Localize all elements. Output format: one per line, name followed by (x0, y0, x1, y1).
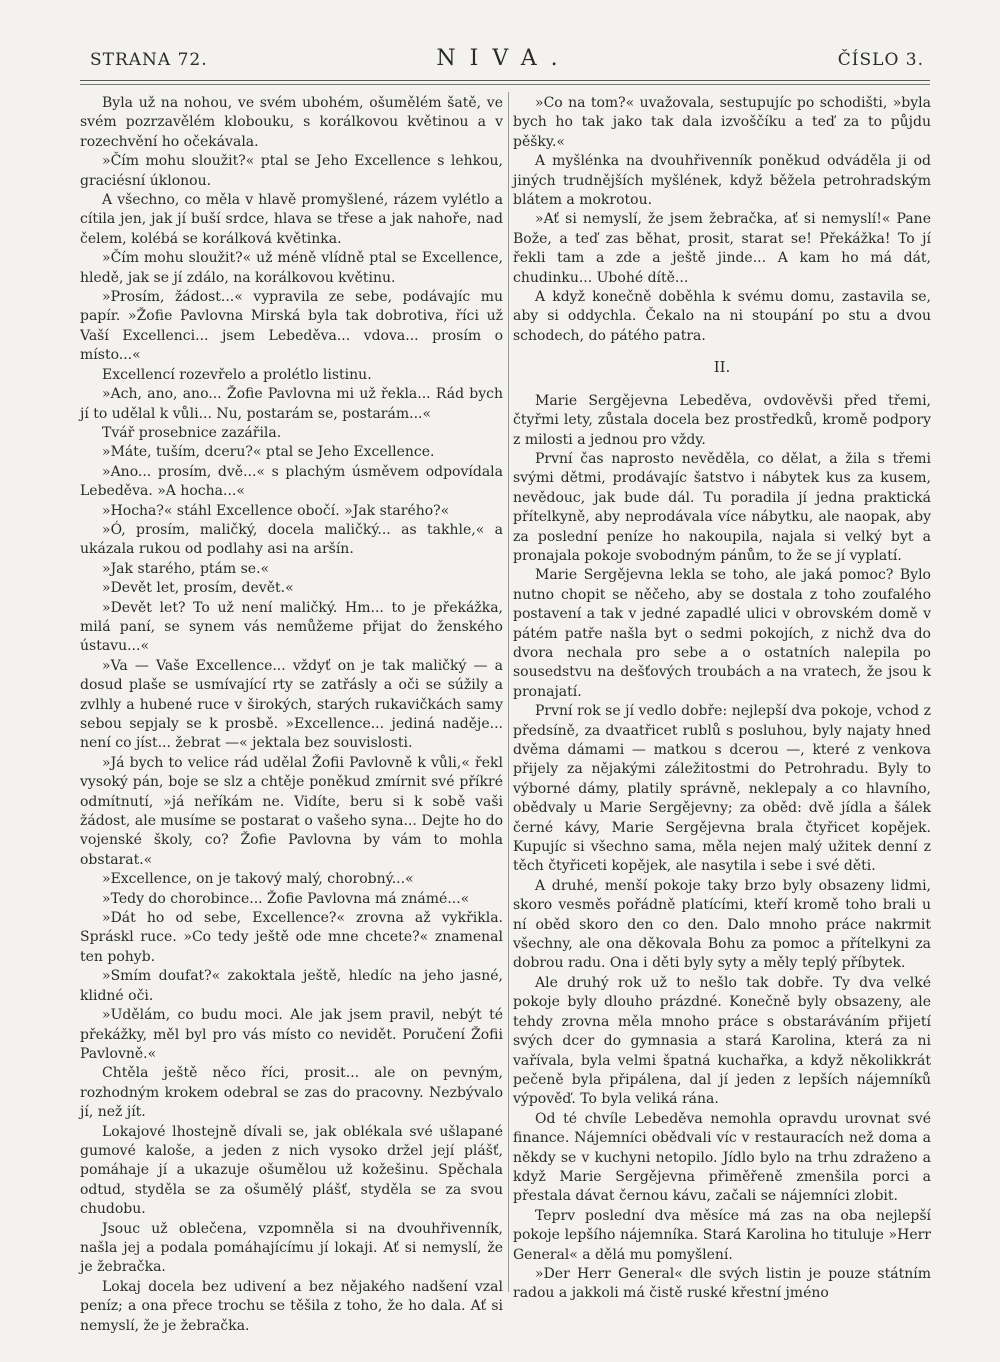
paragraph: »Excellence, on je takový malý, chorobný...« (102, 871, 414, 888)
paragraph: »Va — Vaše Excellence... vždyť on je tak maličký — a dosud plaše se usmívající rty se zatřásly a oči se súžily a zvlhly a hubené ruce v širokých, starých rukavičkách samy sebou sepjaly se k prosbě. »Excellence... jediná naděje... není co jíst... žebrat —« jektala bez souvislosti. (80, 657, 503, 752)
paragraph: Jsouc už oblečena, vzpomněla si na dvouhřivenník, našla jej a podala pomáhajícímu jí lokaji. Ať si nemyslí, že je žebračka. (80, 1220, 503, 1276)
paragraph: A když konečně doběhla k svému domu, zastavila se, aby si oddychla. Čekalo na ni stoupání po stu a dvou schodech, do pátého patra. (513, 289, 931, 344)
paragraph: »Jak starého, ptám se.« (102, 560, 270, 577)
paragraph: »Devět let? To už není maličký. Hm... to je překážka, milá paní, se synem vás nemůžeme přijat do ženského ústavu...« (80, 599, 503, 655)
paragraph: »Prosím, žádost...« vypravila ze sebe, podávajíc mu papír. »Žofie Pavlovna Mirská byla tak dobrotiva, říci už Vaší Excellenci... jsem Lebeděva... vdova... prosím o místo...« (80, 289, 503, 364)
paragraph: Byla už na nohou, ve svém ubohém, ošumělém šatě, ve svém pozrzavělém klobouku, s korálkovou květinou a v rozechvění ho očekávala. (80, 95, 503, 150)
paragraph: »Udělám, co budu moci. Ale jak jsem pravil, nebýt té překážky, měl byl pro vás místo co nevidět. Poručení Žofii Pavlovně.« (80, 1007, 503, 1062)
paragraph: »Ó, prosím, maličký, docela maličký... as takhle,« a ukázala rukou od podlahy asi na aršín. (80, 521, 503, 558)
paragraph: »Hocha?« stáhl Excellence obočí. »Jak starého?« (102, 502, 450, 519)
paragraph: »Ach, ano, ano... Žofie Pavlovna mi už řekla... Rád bych jí to udělal k vůli... Nu, postarám se, postarám...« (80, 386, 503, 422)
paragraph: »Devět let, prosím, devět.« (102, 580, 294, 597)
paragraph: »Ať si nemyslí, že jsem žebračka, ať si nemyslí!« Pane Bože, a teď zas běhat, prosit, starat se! Překážka! To jí řekli tam a zde a ještě jinde... A kam ho má dát, chudinku... Ubohé dítě... (513, 211, 931, 286)
publication-title: NIVA. (436, 46, 572, 71)
paragraph: »Dát ho od sebe, Excellence?« zrovna až vykřikla. Spráskl ruce. »Co tedy ještě ode mne chcete?« znamenal ten pohyb. (80, 910, 503, 965)
paragraph: Ale druhý rok už to nešlo tak dobře. Ty dva velké pokoje byly dlouho prázdné. Konečně byly obsazeny, ale tehdy zrovna měla mnoho práce s obstaráváním přijetí svých dcer do gymnasia a stará Karolina, která za ni vařívala, byla velmi špatná kuchařka, a když několikkrát pečeně byla připálena, dal jí jeden z lepších nájemníků výpověď. To byla veliká rána. (513, 974, 931, 1108)
issue-number: ČÍSLO 3. (837, 50, 924, 70)
paragraph: Chtěla ještě něco říci, prosit... ale on pevným, rozhodným krokem odebral se zas do pracovny. Nezbývalo jí, než jít. (80, 1065, 503, 1121)
paragraph: Marie Sergějevna lekla se toho, ale jaká pomoc? Bylo nutno chopit se něčeho, aby se dostala z toho zoufalého postavení a tak v jedné zapadlé ulici v obrovském domě v pátém patře našla byt o sedmi pokojích, z nichž dva do dvora nechala pro sebe a o ostatních nalepila po sousedstvu na dešťových troubách a na vratech, že jsou k pronajatí. (513, 567, 931, 700)
paragraph: A myšlénka na dvouhřivenník poněkud odváděla ji od jiných trudnějších myšlének, když běžela petrohradským blátem a mokrotou. (513, 153, 931, 209)
left-column (80, 94, 503, 1336)
header-rule (80, 80, 930, 81)
paragraph: »Já bych to velice rád udělal Žofii Pavlovně k vůli,« řekl vysoký pán, boje se slz a chtěje poněkud zmírnit své příkré odmítnutí, »já neříkám ne. Vidíte, beru si k sobě vaši žádost, ale musíme se postarat o vašeho syna... Dejte ho do vojenské školy, co? Žofie Pavlovna by vám to mohla obstarat.« (80, 754, 503, 868)
paragraph: »Ano... prosím, dvě...« s plachým úsměvem odpovídala Lebeděva. »A hocha...« (80, 463, 503, 500)
paragraph: A druhé, menší pokoje taky brzo byly obsazeny lidmi, skoro vesměs pořádně platícími, kteří kromě toho brali u ní oběd skoro den co den. Dalo mnoho práce nakrmit všechny, ale ona děkovala Bohu za pomoc a přítelkyni za dobrou radu. Ona i děti byly syty a měly teplý příbytek. (513, 877, 931, 972)
paragraph: »Smím doufat?« zakoktala ještě, hledíc na jeho jasné, klidné oči. (80, 968, 503, 1004)
paragraph: »Čím mohu sloužit?« už méně vlídně ptal se Excellence, hledě, jak se jí zdálo, na korálkovou květinu. (80, 250, 503, 286)
header-rule-thin (80, 84, 930, 85)
paragraph: Excellencí rozevřelo a prolétlo listinu. (102, 366, 372, 383)
paragraph: Od té chvíle Lebeděva nemohla opravdu urovnat své finance. Nájemníci obědvali víc v restauracích než doma a někdy se v kuchyni netopilo. Jídlo bylo na trhu zdraženo a když Marie Sergějevna přiměřeně zmenšila porci a přestala dávat černou kávu, začali se nájemníci zlobit. (513, 1110, 931, 1205)
paragraph: »Der Herr General« dle svých listin je pouze státním radou a jakkoli má čistě ruské křestní jméno (513, 1265, 931, 1302)
paragraph: Lokaj docela bez udivení a bez nějakého nadšení vzal peníz; a ona přece trochu se těšila z toho, že ho dala. Ať si nemyslí, že je žebračka. (80, 1278, 503, 1334)
right-column (513, 94, 931, 1304)
paragraph: A všechno, co měla v hlavě promyšlené, rázem vylétlo a cítila jen, jak jí buší srdce, hlava se třese a jak nahoře, nad čelem, kolébá se korálková květinka. (80, 192, 503, 247)
paragraph: Tvář prosebnice zazářila. (102, 424, 282, 441)
page-number: STRANA 72. (90, 50, 208, 70)
page-header (80, 46, 928, 78)
column-divider (508, 92, 509, 1292)
paragraph: Marie Sergějevna Lebeděva, ovdověvši před třemi, čtyřmi lety, zůstala docela bez prostředků, kromě podpory z milosti a jednou pro vždy. (513, 392, 931, 448)
paragraph: »Čím mohu sloužit?« ptal se Jeho Excellence s lehkou, graciésní úklonou. (80, 153, 503, 189)
paragraph: První rok se jí vedlo dobře: nejlepší dva pokoje, vchod z předsíně, za dvaatřicet rublů s posluhou, byly najaty hned dvěma dámami — matkou s dcerou —, které z venkova přijely za nějakými záležitostmi do Petrohradu. Byly to výborné dámy, platily správně, neklepaly a co hlavního, obědvaly u Marie Sergějevny; za oběd: dvě jídla a šálek černé kávy, Marie Sergějevna brala čtyřicet kopějek. Kupujíc si všechno sama, měla nejen malý užitek denní z těch čtyřiceti kopějek, ale nasytila i sebe i své děti. (513, 703, 931, 875)
paragraph: »Máte, tuším, dceru?« ptal se Jeho Excellence. (102, 444, 435, 461)
paragraph: Teprv poslední dva měsíce má zas na oba nejlepší pokoje lepšího nájemníka. Stará Karolina ho tituluje »Herr General« a dělá mu pomyšlení. (513, 1207, 931, 1263)
section-title: II. (713, 358, 731, 377)
paragraph: První čas naprosto nevěděla, co dělat, a žila s třemi svými dětmi, prodávajíc šatstvo i nábytek kus za kusem, nevědouc, jak bude dál. Tu poradila jí jedna praktická přítelkyně, aby neprodávala více nábytku, ale naopak, aby za poslední peníze ho nakoupila, najala si velký byt a pronajala pokoje svobodným pánům, to že se jí vyplatí. (513, 450, 931, 564)
paragraph: Lokajové lhostejně dívali se, jak oblékala své ušlapané gumové kaloše, a jeden z nich vysoko držel její plášť, pomáhaje jí a ukazuje ošumělou už kožešinu. Spěchala odtud, styděla se za ošumělý plášť, styděla se za svou chudobu. (80, 1123, 503, 1218)
paragraph: »Co na tom?« uvažovala, sestupujíc po schodišti, »byla bych ho tak jako tak dala izvoščíku a teď za to půjdu pěšky.« (513, 95, 931, 150)
paragraph: »Tedy do chorobince... Žofie Pavlovna má známé...« (102, 890, 470, 907)
